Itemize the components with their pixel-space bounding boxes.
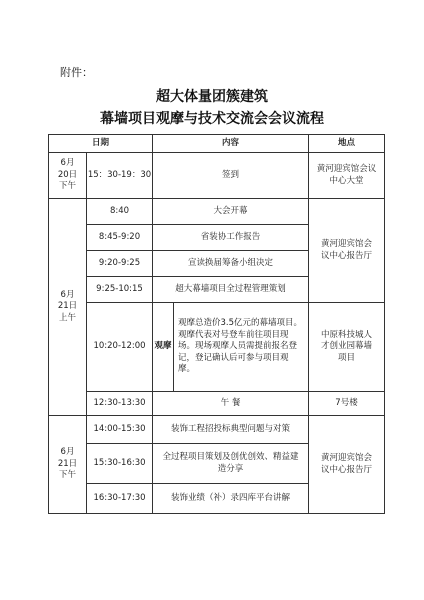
- time-cell: 14:00-15:30: [87, 416, 153, 444]
- date-period: 上午: [58, 312, 76, 323]
- date-period: 下午: [58, 470, 76, 481]
- date-cell-june21-pm: [49, 416, 87, 514]
- time-cell: 12:30-13:30: [87, 392, 153, 416]
- content-cell: 装饰业绩（补）录四库平台讲解: [153, 484, 309, 514]
- location-cell: 7号楼: [309, 392, 385, 416]
- table-row: [49, 416, 385, 444]
- content-cell: 全过程项目策划及创优创效、精益建造分享: [153, 444, 309, 484]
- content-cell: 签到: [153, 153, 309, 199]
- time-cell: 10:20-12:00: [87, 303, 153, 392]
- date-day: 21日: [57, 301, 78, 312]
- date-day: 21日: [57, 458, 78, 469]
- date-cell-june20-pm: [49, 153, 87, 199]
- table-row: [49, 153, 385, 199]
- schedule-table: [48, 134, 385, 514]
- time-cell: 15:30-16:30: [87, 444, 153, 484]
- time-cell: 9:25-10:15: [87, 277, 153, 303]
- location-cell: 黄河迎宾馆会议中心报告厅: [309, 199, 385, 303]
- date-day: 20日: [57, 169, 78, 180]
- date-month: 6月: [60, 447, 75, 458]
- time-cell: 9:20-9:25: [87, 251, 153, 277]
- header-location: 地点: [309, 135, 385, 153]
- header-date: 日期: [49, 135, 153, 153]
- location-cell: 黄河迎宾馆会议中心报告厅: [309, 416, 385, 514]
- header-row: [49, 135, 385, 153]
- content-cell: 宣读换届筹备小组决定: [153, 251, 309, 277]
- location-cell: 黄河迎宾馆会议中心大堂: [309, 153, 385, 199]
- time-cell: 8:40: [87, 199, 153, 225]
- content-cell: 超大幕墙项目全过程管理策划: [153, 277, 309, 303]
- visit-description: 观摩总造价3.5亿元的幕墙项目。观摩代表对号登车前往项目现场。现场观摩人员需提前报名登记，登记确认后可参与项目观摩。: [173, 303, 308, 391]
- time-cell: 8:45-9:20: [87, 225, 153, 251]
- document-title-line1: 超大体量团簇建筑: [156, 89, 268, 105]
- table-row: [49, 199, 385, 225]
- content-cell: 大会开幕: [153, 199, 309, 225]
- content-cell: 省装协工作报告: [153, 225, 309, 251]
- content-cell: 装饰工程招投标典型问题与对策: [153, 416, 309, 444]
- time-cell: 15：30-19：30: [87, 153, 153, 199]
- time-cell: 16:30-17:30: [87, 484, 153, 514]
- table-row: [49, 392, 385, 416]
- content-cell-visit: [153, 303, 309, 392]
- date-period: 下午: [58, 181, 76, 192]
- table-row: [49, 303, 385, 392]
- date-cell-june21-am: [49, 199, 87, 416]
- location-cell: 中原科技城人才创业园幕墙项目: [309, 303, 385, 392]
- document-title-line2: 幕墙项目观摩与技术交流会会议流程: [100, 111, 324, 127]
- header-content: 内容: [153, 135, 309, 153]
- date-month: 6月: [60, 158, 75, 169]
- date-month: 6月: [60, 289, 75, 300]
- visit-tag: 观摩: [154, 341, 172, 352]
- attachment-label: 附件：: [60, 66, 93, 79]
- content-cell: 午 餐: [153, 392, 309, 416]
